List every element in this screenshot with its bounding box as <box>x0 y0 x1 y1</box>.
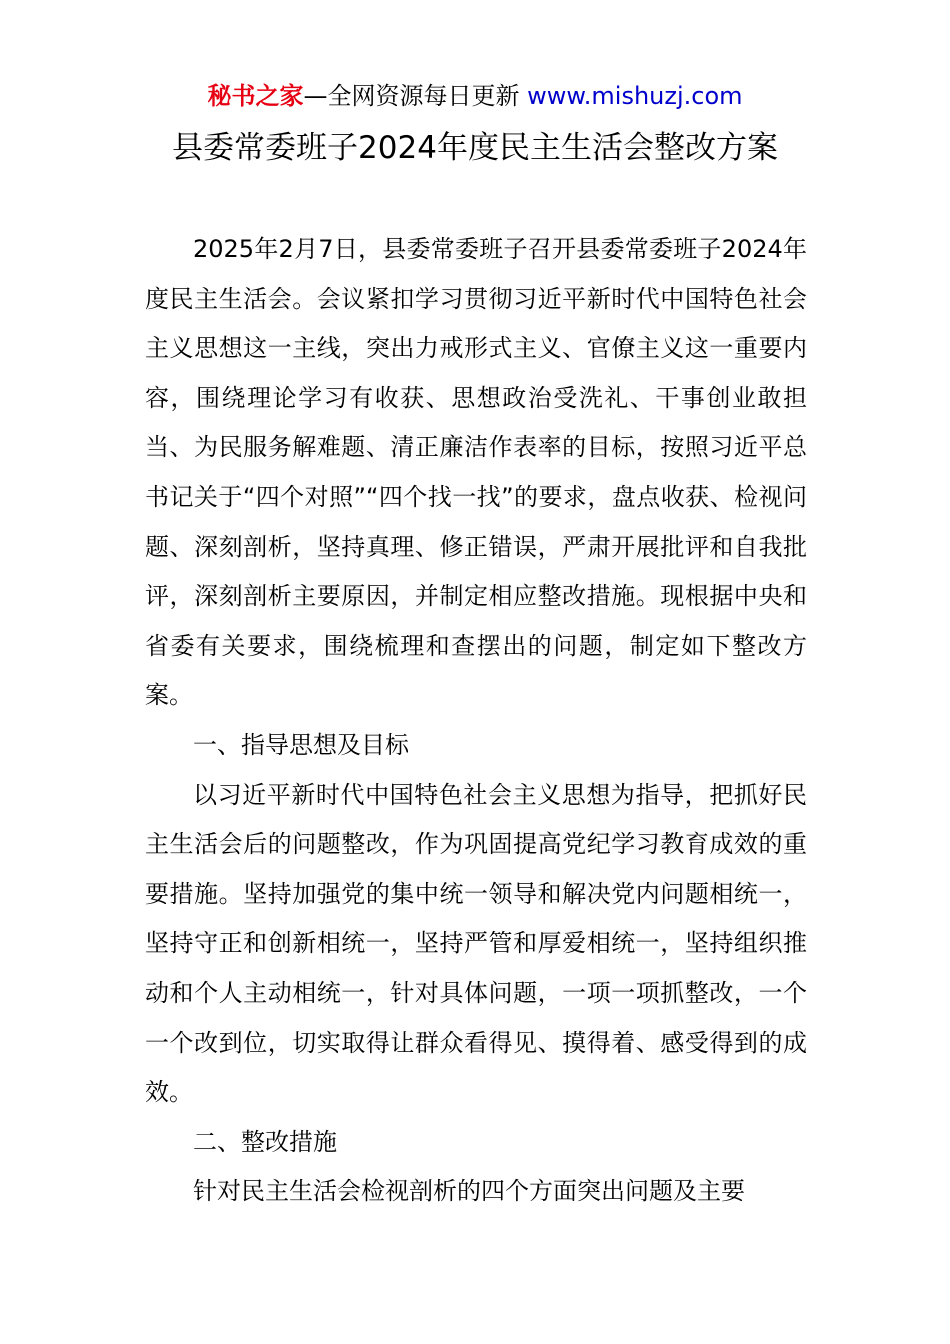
document-title: 县委常委班子2024年度民主生活会整改方案 <box>172 130 778 166</box>
paragraph-measures: 针对民主生活会检视剖析的四个方面突出问题及主要 <box>193 1177 745 1206</box>
paragraph-intro: 2025年2月7日，县委常委班子召开县委常委班子2024年度民主生活会。会议紧扣学习贯彻习近平新时代中国特色社会主义思想这一主线，突出力戒形式主义、官僚主义这一重要内容，围绕理论学习有收获、思想政治受洗礼、干事创业敢担当、为民服务解难题、清正廉洁作表率的目标，按照习近平总书记关于“四个对照”“四个找一找”的要求，盘点收获、检视问题、深刻剖析，坚持真理、修正错误，严肃开展批评和自我批评，深刻剖析主要原因，并制定相应整改措施。现根据中央和省委有关要求，围绕梳理和查摆出的问题，制定如下整改方案。 <box>145 235 807 710</box>
site-header <box>0 78 950 114</box>
header-tagline: —全网资源每日更新 <box>303 82 528 110</box>
document-body <box>145 225 807 1217</box>
site-url-link[interactable]: www.mishuzj.com <box>527 82 743 110</box>
brand-name: 秘书之家 <box>207 82 304 110</box>
section-heading-guiding-ideology: 一、指导思想及目标 <box>193 730 409 759</box>
section-heading-measures: 二、整改措施 <box>193 1127 337 1156</box>
paragraph-guiding-ideology: 以习近平新时代中国特色社会主义思想为指导，把抓好民主生活会后的问题整改，作为巩固提高党纪学习教育成效的重要措施。坚持加强党的集中统一领导和解决党内问题相统一，坚持守正和创新相统一，坚持严管和厚爱相统一，坚持组织推动和个人主动相统一，针对具体问题，一项一项抓整改，一个一个改到位，切实取得让群众看得见、摸得着、感受得到的成效。 <box>145 780 807 1107</box>
